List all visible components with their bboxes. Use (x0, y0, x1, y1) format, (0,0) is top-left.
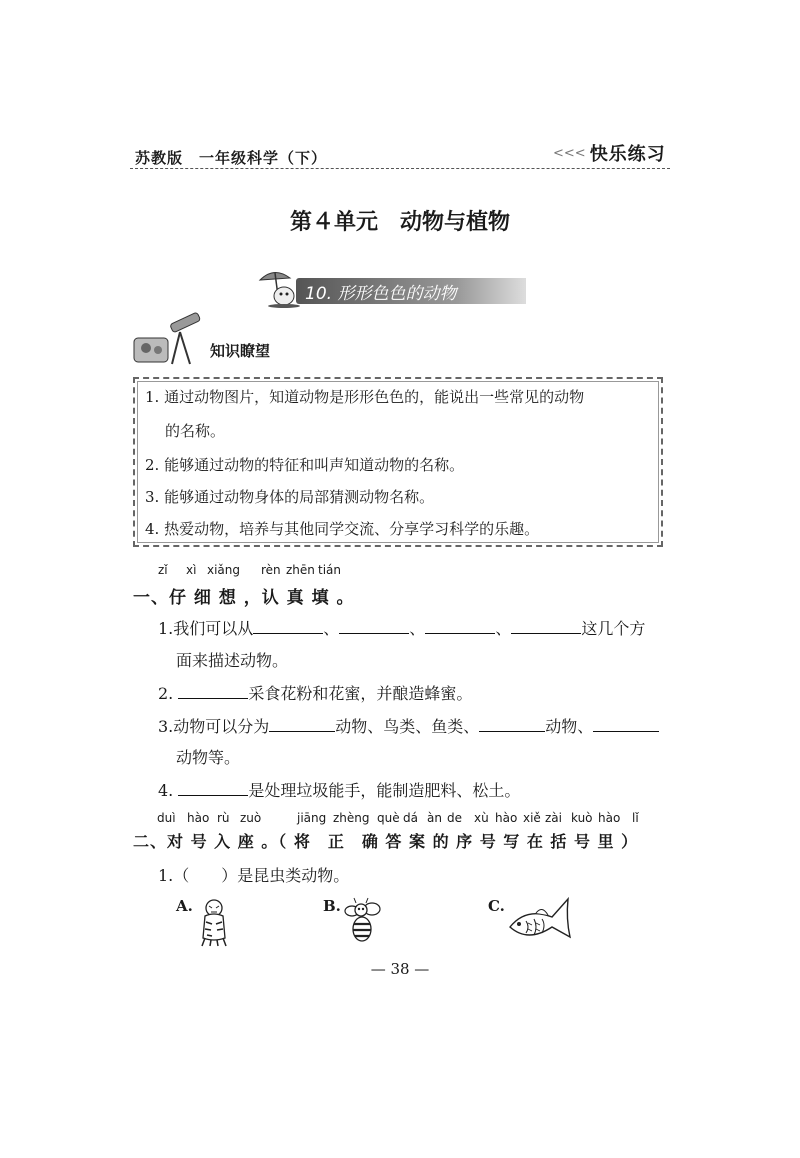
telescope-icon (132, 312, 207, 367)
question-2-1 (158, 863, 349, 886)
question-3 (158, 714, 659, 737)
pinyin: jiāng (297, 811, 327, 825)
question-1 (158, 616, 645, 639)
answer-blank[interactable] (178, 684, 248, 699)
pinyin: zǐ (158, 563, 168, 577)
question-number: 1. (158, 619, 174, 638)
question-text: 是处理垃圾能手，能制造肥料、松土。 (248, 781, 521, 800)
question-number: 1. (158, 866, 174, 885)
question-text: 这几个方 (581, 619, 646, 638)
pinyin: zhèng (333, 811, 370, 825)
question-4 (158, 778, 520, 801)
pinyin: zuò (240, 811, 262, 825)
question-text: 动物、鸟类、鱼类、 (335, 717, 480, 736)
section-title: 一、仔 细 想 ，认 真 填 。 (133, 588, 355, 608)
option-a-label[interactable]: A. (176, 897, 193, 915)
pinyin: què (377, 811, 400, 825)
goal-item: 2. 能够通过动物的特征和叫声知道动物的名称。 (145, 456, 465, 474)
pinyin: zhēn (286, 563, 315, 577)
answer-blank[interactable] (339, 619, 409, 634)
question-2 (158, 681, 472, 704)
answer-blank[interactable] (479, 717, 545, 732)
answer-blank[interactable] (178, 781, 248, 796)
brand-title: 快乐练习 (589, 144, 666, 165)
question-number: 4. (158, 781, 174, 800)
pinyin: hào (598, 811, 621, 825)
book-series: 苏教版 一年级科学（下） (135, 149, 328, 167)
question-1-continued: 面来描述动物。 (176, 651, 289, 670)
answer-blank[interactable] (511, 619, 581, 634)
pinyin: lǐ (632, 811, 639, 825)
tiger-icon[interactable] (196, 898, 232, 948)
pinyin: de (447, 811, 462, 825)
unit-title: 第４单元 动物与植物 (289, 210, 510, 235)
answer-blank[interactable] (593, 717, 659, 732)
pinyin: zài (545, 811, 562, 825)
question-3-continued: 动物等。 (176, 748, 241, 767)
bee-icon[interactable] (342, 897, 382, 947)
mascot-icon (254, 266, 304, 308)
goal-item: 4. 热爱动物，培养与其他同学交流、分享学习科学的乐趣。 (145, 520, 540, 538)
answer-blank[interactable] (253, 619, 323, 634)
pinyin: dá (403, 811, 418, 825)
question-text: 我们可以从 (173, 619, 254, 638)
header-divider (130, 168, 670, 169)
fish-icon[interactable] (506, 893, 578, 949)
answer-blank[interactable] (425, 619, 495, 634)
pinyin: rù (217, 811, 230, 825)
pinyin: hào (495, 811, 518, 825)
section-title: 二、对 号 入 座 。（ 将 正 确 答 案 的 序 号 写 在 括 号 里 ） (133, 832, 639, 851)
question-number: 2. (158, 684, 174, 703)
option-b-label[interactable]: B. (323, 897, 341, 915)
question-number: 3. (158, 717, 174, 736)
question-text: 是昆虫类动物。 (237, 866, 350, 885)
chevrons-icon: <<< (553, 145, 586, 161)
lesson-title: 10. 形形色色的动物 (305, 284, 457, 304)
brand-block (553, 140, 666, 166)
page-number: — 38 — (370, 960, 430, 978)
pinyin: rèn (261, 563, 281, 577)
pinyin: kuò (571, 811, 593, 825)
pinyin: xù (474, 811, 489, 825)
goal-item: 3. 能够通过动物身体的局部猜测动物名称。 (145, 488, 435, 506)
goal-item: 1. 通过动物图片，知道动物是形形色色的，能说出一些常见的动物 (145, 388, 585, 406)
question-text: 动物、 (545, 717, 594, 736)
pinyin: àn (427, 811, 442, 825)
pinyin: xiě (523, 811, 541, 825)
question-text: 采食花粉和花蜜，并酿造蜂蜜。 (248, 684, 473, 703)
separator: 、 (409, 619, 426, 638)
pinyin: xiǎng (207, 563, 241, 577)
separator: 、 (495, 619, 512, 638)
pinyin: xì (186, 563, 197, 577)
goal-item-continued: 的名称。 (165, 422, 226, 440)
pinyin: duì (157, 811, 176, 825)
pinyin: hào (187, 811, 210, 825)
answer-blank[interactable] (269, 717, 335, 732)
separator: 、 (323, 619, 340, 638)
knowledge-title: 知识瞭望 (210, 342, 271, 360)
answer-parentheses[interactable]: （ ） (173, 866, 238, 885)
option-c-label[interactable]: C. (488, 897, 505, 915)
pinyin: tián (318, 563, 341, 577)
question-text: 动物可以分为 (173, 717, 270, 736)
